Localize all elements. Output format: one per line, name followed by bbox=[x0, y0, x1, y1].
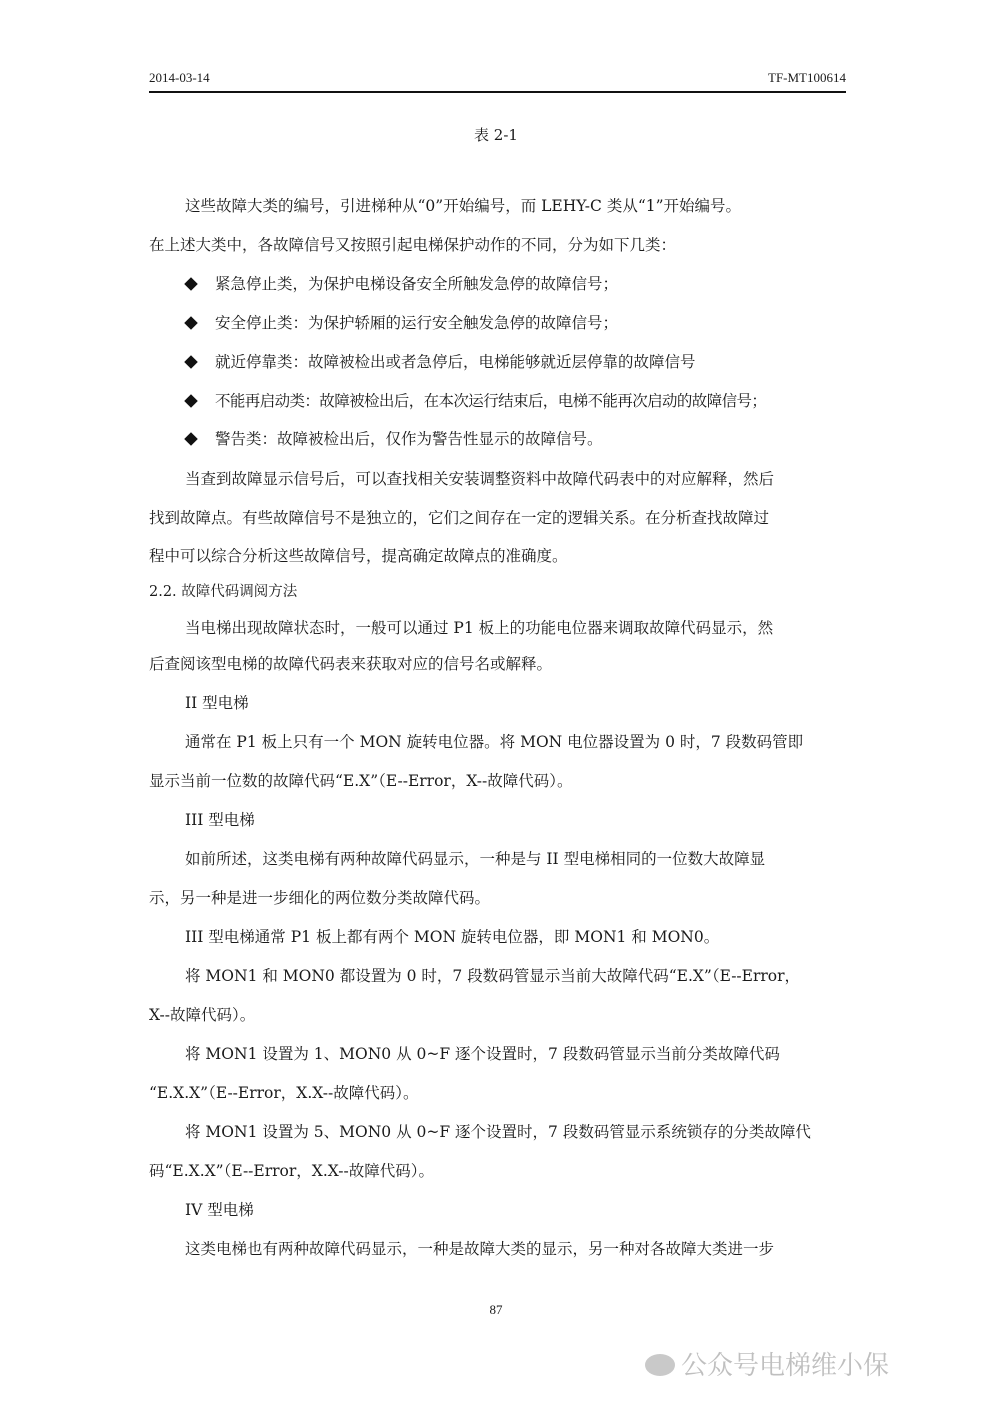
diamond-bullet-icon bbox=[184, 355, 198, 369]
bullet-item bbox=[185, 313, 618, 333]
paragraph-line: 将 MON1 设置为 5、MON0 从 0~F 逐个设置时，7 段数码管显示系统锁存的分类故障代 bbox=[185, 1123, 811, 1141]
bullet-item bbox=[185, 391, 766, 411]
paragraph-line: 找到故障点。有些故障信号不是独立的，它们之间存在一定的逻辑关系。在分析查找故障过 bbox=[149, 509, 770, 527]
subheading-type-ii: II 型电梯 bbox=[185, 694, 249, 712]
diamond-bullet-icon bbox=[184, 432, 198, 446]
paragraph-line: 通常在 P1 板上只有一个 MON 旋转电位器。将 MON 电位器设置为 0 时，7 段数码管即 bbox=[185, 733, 804, 751]
section-heading: 2.2. 故障代码调阅方法 bbox=[149, 584, 298, 600]
paragraph-line: 这些故障大类的编号，引进梯种从“0”开始编号，而 LEHY-C 类从“1”开始编号。 bbox=[185, 197, 742, 215]
paragraph-line: “E.X.X”（E--Error，X.X--故障代码）。 bbox=[149, 1084, 419, 1102]
paragraph-line: 后查阅该型电梯的故障代码表来获取对应的信号名或解释。 bbox=[149, 655, 553, 673]
bullet-text: 警告类：故障被检出后，仅作为警告性显示的故障信号。 bbox=[215, 430, 603, 448]
diamond-bullet-icon bbox=[184, 277, 198, 291]
bullet-text: 安全停止类：为保护轿厢的运行安全触发急停的故障信号； bbox=[215, 314, 619, 332]
paragraph-line: 将 MON1 和 MON0 都设置为 0 时，7 段数码管显示当前大故障代码“E.X”（E--Error， bbox=[185, 967, 801, 985]
paragraph-line: 显示当前一位数的故障代码“E.X”（E--Error，X--故障代码）。 bbox=[149, 772, 573, 790]
watermark bbox=[645, 1345, 889, 1382]
bullet-text: 就近停靠类：故障被检出或者急停后，电梯能够就近层停靠的故障信号 bbox=[215, 353, 696, 371]
paragraph-line: 当查到故障显示信号后，可以查找相关安装调整资料中故障代码表中的对应解释，然后 bbox=[185, 470, 775, 488]
bullet-item bbox=[185, 429, 603, 449]
paragraph-line: X--故障代码）。 bbox=[149, 1006, 256, 1024]
paragraph-line: III 型电梯通常 P1 板上都有两个 MON 旋转电位器，即 MON1 和 MON0。 bbox=[185, 928, 720, 946]
subheading-type-iv: IV 型电梯 bbox=[185, 1201, 254, 1219]
bullet-text: 不能再启动类：故障被检出后，在本次运行结束后，电梯不能再次启动的故障信号； bbox=[215, 392, 767, 410]
table-caption: 表 2-1 bbox=[474, 126, 518, 144]
diamond-bullet-icon bbox=[184, 394, 198, 408]
page-header bbox=[149, 70, 846, 90]
paragraph-line: 码“E.X.X”（E--Error，X.X--故障代码）。 bbox=[149, 1162, 434, 1180]
paragraph-line: 当电梯出现故障状态时，一般可以通过 P1 板上的功能电位器来调取故障代码显示，然 bbox=[185, 619, 774, 637]
watermark-text: 公众号电梯维小保 bbox=[681, 1351, 890, 1381]
paragraph-line: 程中可以综合分析这些故障信号，提高确定故障点的准确度。 bbox=[149, 547, 568, 565]
header-rule bbox=[149, 91, 846, 93]
paragraph-line: 如前所述，这类电梯有两种故障代码显示，一种是与 II 型电梯相同的一位数大故障显 bbox=[185, 850, 766, 868]
paragraph-line: 在上述大类中，各故障信号又按照引起电梯保护动作的不同，分为如下几类： bbox=[149, 236, 677, 254]
header-date: 2014-03-14 bbox=[149, 70, 210, 85]
page-number: 87 bbox=[489, 1302, 503, 1317]
bullet-item bbox=[185, 274, 618, 294]
subheading-type-iii: III 型电梯 bbox=[185, 811, 255, 829]
header-doc-code: TF-MT100614 bbox=[768, 70, 846, 85]
bullet-text: 紧急停止类，为保护电梯设备安全所触发急停的故障信号； bbox=[215, 275, 619, 293]
diamond-bullet-icon bbox=[184, 316, 198, 330]
wechat-icon bbox=[645, 1354, 675, 1376]
paragraph-line: 这类电梯也有两种故障代码显示，一种是故障大类的显示，另一种对各故障大类进一步 bbox=[185, 1240, 775, 1258]
bullet-item bbox=[185, 352, 696, 372]
paragraph-line: 将 MON1 设置为 1、MON0 从 0~F 逐个设置时，7 段数码管显示当前分类故障代码 bbox=[185, 1045, 780, 1063]
paragraph-line: 示，另一种是进一步细化的两位数分类故障代码。 bbox=[149, 889, 491, 907]
